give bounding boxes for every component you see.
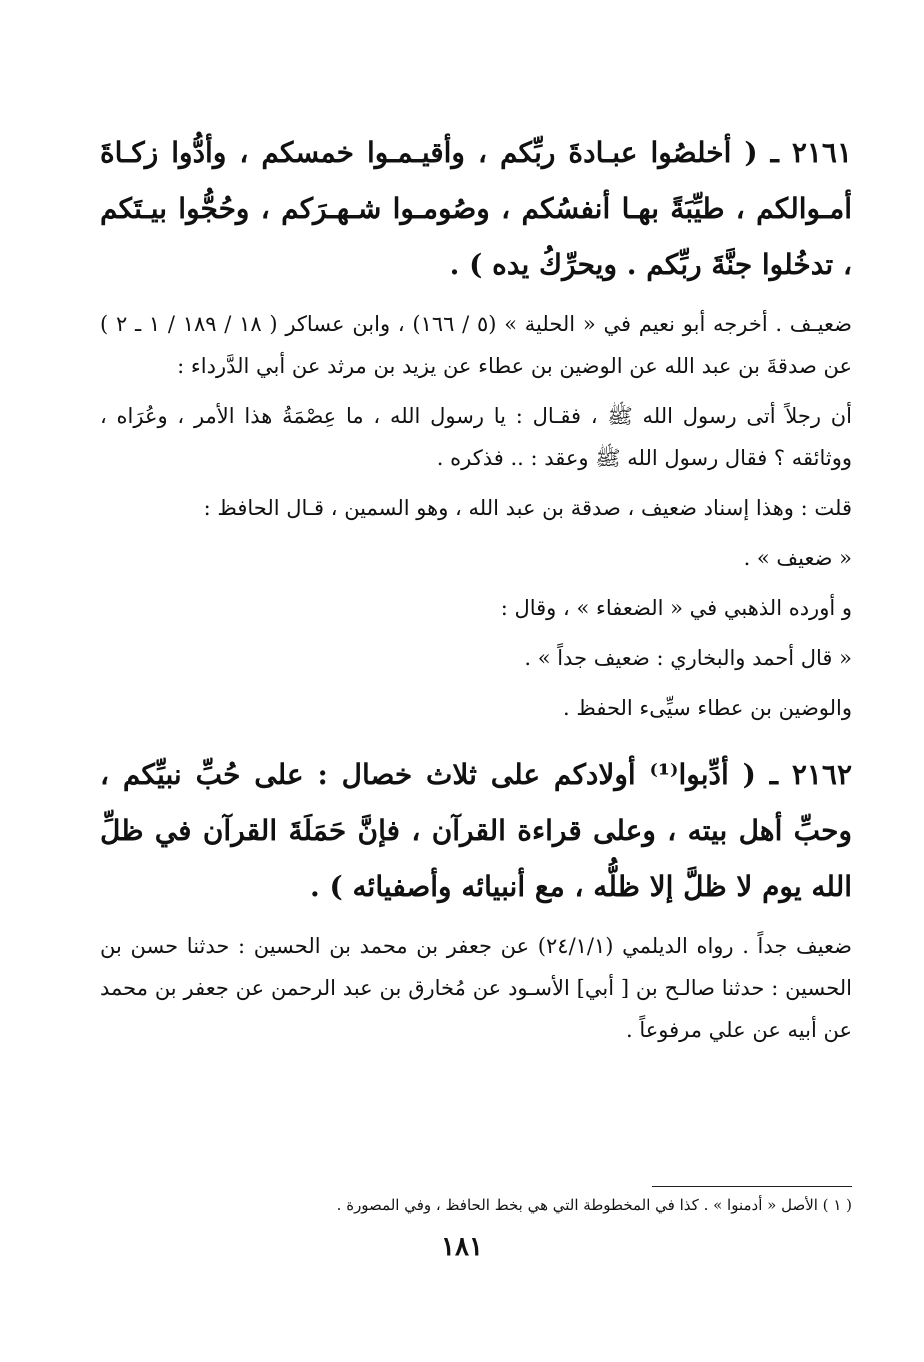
commentary-2161-quote-2: « قال أحمد والبخاري : ضعيف جداً » .	[524, 646, 852, 670]
footnote: ( ١ ) الأصل « أدمنوا » . كذا في المخطوطة التي هي بخط الحافظ ، وفي المصورة .	[336, 1196, 852, 1214]
commentary-2161-quote-1: « ضعيف » .	[743, 546, 852, 570]
commentary-2161-dhahabi: و أورده الذهبي في « الضعفاء » ، وقال :	[500, 596, 852, 620]
commentary-2161-grade: ضعيـف . أخرجه أبو نعيم في « الحلية » (٥ / ١٦٦) ، وابن عساكر ( ١٨ / ١٨٩ / ١ ـ ٢ ) عن صدقةَ بن عبد الله عن الوضين بن عطاء عن يزيد بن مرثد عن أبي الدَّرداء :	[100, 312, 852, 378]
page-number: ١٨١	[441, 1232, 483, 1262]
commentary-2161-note: قلت : وهذا إسناد ضعيف ، صدقة بن عبد الله ، وهو السمين ، قـال الحافظ :	[203, 496, 852, 520]
commentary-2161-matn: أن رجلاً أتى رسول الله ﷺ ، فقـال : يا رسول الله ، ما عِصْمَةُ هذا الأمر ، وعُرَاه ، ووثائقه ؟ فقال رسول الله ﷺ وعقد : .. فذكره .	[100, 404, 852, 470]
page-body	[100, 125, 852, 1051]
footnote-divider	[652, 1186, 852, 1187]
hadith-2161-text: ٢١٦١ ـ ( أخلصُوا عبـادةَ ربِّكم ، وأقيـمـوا خمسكم ، وأدُّوا زكـاةَ أمـوالكم ، طيِّبَةً بهـا أنفسُكم ، وصُومـوا شـهـرَكم ، وحُجُّوا بيـتَكم ، تدخُلوا جنَّةَ ربِّكم . ويحرِّكُ يده ) .	[100, 136, 852, 281]
commentary-2162-grade: ضعيف جداً . رواه الديلمي (٢٤/١/١) عن جعفر بن محمد بن الحسين : حدثنا حسن بن الحسين : حدثنا صالـح بن [ أبي] الأسـود عن مُخارق بن عبد الرحمن عن جعفر بن محمد عن أبيه عن علي مرفوعاً .	[100, 934, 853, 1042]
commentary-2161-wadin: والوضين بن عطاء سيِّىء الحفظ .	[563, 696, 852, 720]
hadith-2162-text: ٢١٦٢ ـ ( أدِّبوا⁽¹⁾ أولادكم على ثلاث خصال : على حُبِّ نبيِّكم ، وحبِّ أهل بيته ، وعلى قراءة القرآن ، فإنَّ حَمَلَةَ القرآن في ظلِّ الله يوم لا ظلَّ إلا ظلُّه ، مع أنبيائه وأصفيائه ) .	[100, 758, 852, 903]
